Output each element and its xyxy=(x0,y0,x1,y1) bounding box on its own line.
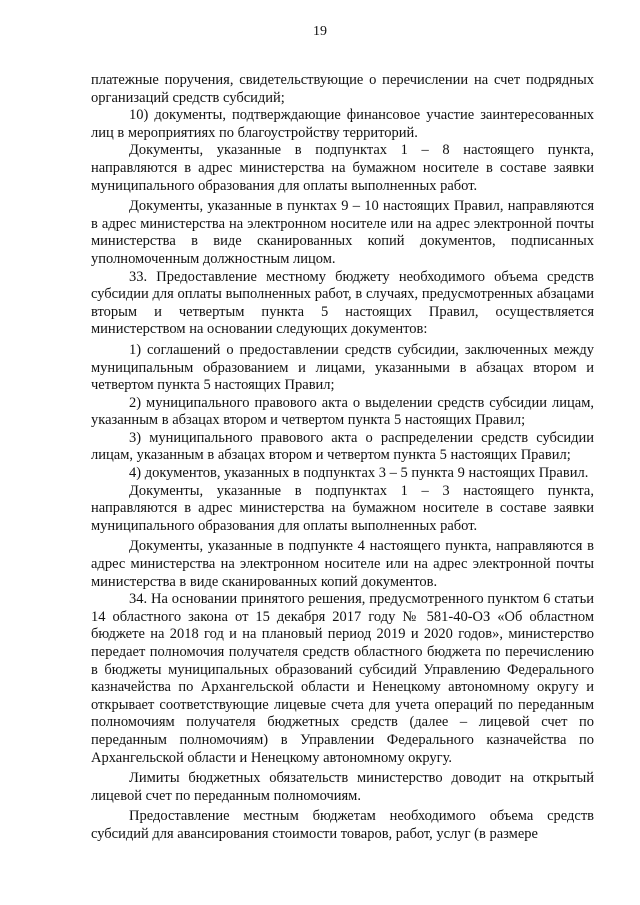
paragraph: Документы, указанные в подпунктах 1 – 3 настоящего пункта, направляются в адрес министерства на бумажном носителе в составе заявки муниципального образования для оплаты выполненных работ. xyxy=(91,482,594,534)
paragraph: 3) муниципального правового акта о распределении средств субсидии лицам, указанным в абзацах втором и четвертом пункта 5 настоящих Правил; xyxy=(91,429,594,464)
paragraph: платежные поручения, свидетельствующие о перечислении на счет подрядных организаций средств субсидий; xyxy=(91,72,594,106)
paragraph: 4) документов, указанных в подпунктах 3 – 5 пункта 9 настоящих Правил. xyxy=(129,465,589,482)
paragraph: Предоставление местным бюджетам необходимого объема средств субсидий для авансирования стоимости товаров, работ, услуг (в размере xyxy=(91,808,594,842)
paragraph: 33. Предоставление местному бюджету необходимого объема средств субсидии для оплаты выполненных работ, в случаях, предусмотренных абзацами вторым и четвертым пункта 5 настоящих Правил, осуществляется министерством на основании следующих документов: xyxy=(91,268,594,338)
paragraph: Документы, указанные в подпунктах 1 – 8 настоящего пункта, направляются в адрес министерства на бумажном носителе в составе заявки муниципального образования для оплаты выполненных работ. xyxy=(91,142,594,194)
paragraph: 1) соглашений о предоставлении средств субсидии, заключенных между муниципальным образованием и лицами, указанными в абзацах втором и четвертом пункта 5 настоящих Правил; xyxy=(91,341,594,394)
paragraph: 10) документы, подтверждающие финансовое участие заинтересованных лиц в мероприятиях по благоустройству территорий. xyxy=(91,107,594,141)
paragraph: Документы, указанные в подпункте 4 настоящего пункта, направляются в адрес министерства на электронном носителе или на адрес электронной почты министерства в виде сканированных копий документов. xyxy=(91,538,594,590)
paragraph: 2) муниципального правового акта о выделении средств субсидии лицам, указанным в абзацах втором и четвертом пункта 5 настоящих Правил; xyxy=(91,394,594,429)
paragraph: Лимиты бюджетных обязательств министерство доводит на открытый лицевой счет по переданным полномочиям. xyxy=(91,770,594,804)
document-body xyxy=(91,72,594,844)
paragraph: Документы, указанные в пунктах 9 – 10 настоящих Правил, направляются в адрес министерства на электронном носителе или на адрес электронной почты министерства в виде сканированных копий документов, подписанных уполномоченным должностным лицом. xyxy=(91,198,594,267)
page-number: 19 xyxy=(313,24,327,39)
paragraph: 34. На основании принятого решения, предусмотренного пунктом 6 статьи 14 областного закона от 15 декабря 2017 году № 581-40-ОЗ «Об областном бюджете на 2018 год и на плановый период 2019 и 2020 годов», министерство передает полномочия получателя средств областного бюджета по перечислению в бюджеты муниципальных образований субсидий Управлению Федерального казначейства по Архангельской области и Ненецкому автономному округу и открывает соответствующие лицевые счета для учета операций по переданным полномочиям получателя бюджетных средств (далее – лицевой счет по переданным полномочиям) в Управлении Федерального казначейства по Архангельской области и Ненецкому автономному округу. xyxy=(91,591,594,766)
